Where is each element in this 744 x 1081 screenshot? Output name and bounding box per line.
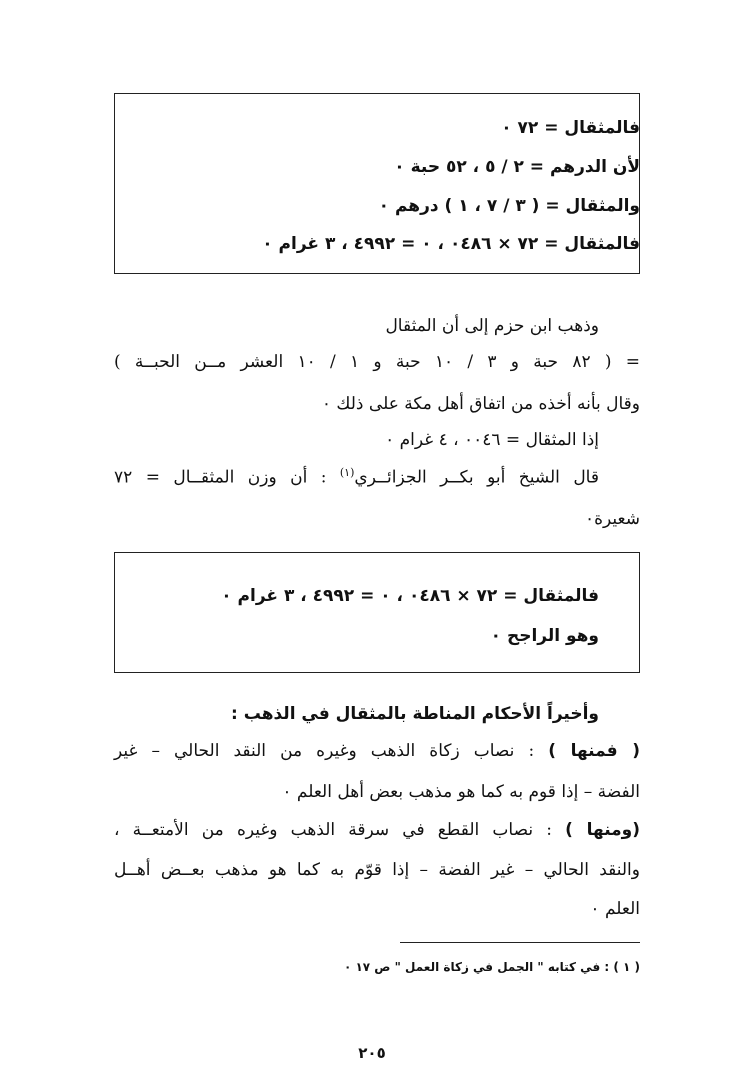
footnote-ref: (١) [339, 466, 355, 479]
box1-line-2: لأن الدرهم = ٢ / ٥ ، ٥٢ حبة ٠ [394, 157, 640, 177]
rulings-heading: وأخيراً الأحكام المناطة بالمثقال في الذهب : [230, 704, 599, 724]
para1-line-3: وقال بأنه أخذه من اتفاق أهل مكة على ذلك ٠ [321, 394, 640, 414]
box1-line-1: فالمثقال = ٧٢ ٠ [501, 118, 640, 138]
footnote: ( ١ ) : في كتابه " الجمل في زكاة العمل " ص ١٧ ٠ [343, 960, 640, 974]
rulings-item-1 [114, 741, 640, 761]
para1-line-1: وذهب ابن حزم إلى أن المثقال [385, 316, 599, 336]
para1-line-5 [114, 466, 599, 488]
para1-line-6: شعيرة٠ [584, 509, 640, 529]
rulings-item-1-cont: الفضة – إذا قوم به كما هو مذهب بعض أهل العلم ٠ [282, 782, 640, 802]
box1-line-3: والمثقال = ( ٣ / ٧ ، ١ ) درهم ٠ [378, 196, 640, 216]
rulings-item-1-text: : نصاب زكاة الذهب وغيره من النقد الحالي – غير [114, 741, 549, 761]
para1-line-5-end: : أن وزن المثقــال = ٧٢ [114, 467, 340, 488]
rulings-item-2-text: : نصاب القطع في سرقة الذهب وغيره من الأمتعــة ، [114, 820, 566, 840]
rulings-item-2 [114, 820, 640, 840]
rulings-item-2-cont: والنقد الحالي – غير الفضة – إذا قوّم به كما هو مذهب بعــض أهــل [114, 860, 640, 880]
formula-box-2 [114, 552, 640, 673]
rulings-item-1-label: ( فمنها ) [548, 741, 640, 761]
box2-line-1: فالمثقال = ٧٢ × ٠٤٨٦ ، ٠ = ٤٩٩٢ ، ٣ غرام ٠ [221, 586, 599, 606]
footnote-separator [400, 942, 640, 943]
rulings-item-2-label: (ومنها ) [565, 820, 640, 840]
box1-line-4: فالمثقال = ٧٢ × ٠٤٨٦ ، ٠ = ٤٩٩٢ ، ٣ غرام ٠ [262, 234, 640, 254]
para1-line-4: إذا المثقال = ٠٠٤٦ ، ٤ غرام ٠ [385, 430, 599, 450]
box2-line-2: وهو الراجح ٠ [490, 626, 599, 646]
page-number: ٢٠٥ [358, 1044, 386, 1062]
para1-line-5-start: قال الشيخ أبو بكــر الجزائــري [354, 467, 599, 488]
rulings-item-2-end: العلم ٠ [590, 899, 640, 919]
para1-line-2: = ( ٨٢ حبة و ٣ / ١٠ حبة و ١ / ١٠ العشر مــن الحبــة ) [114, 352, 640, 372]
